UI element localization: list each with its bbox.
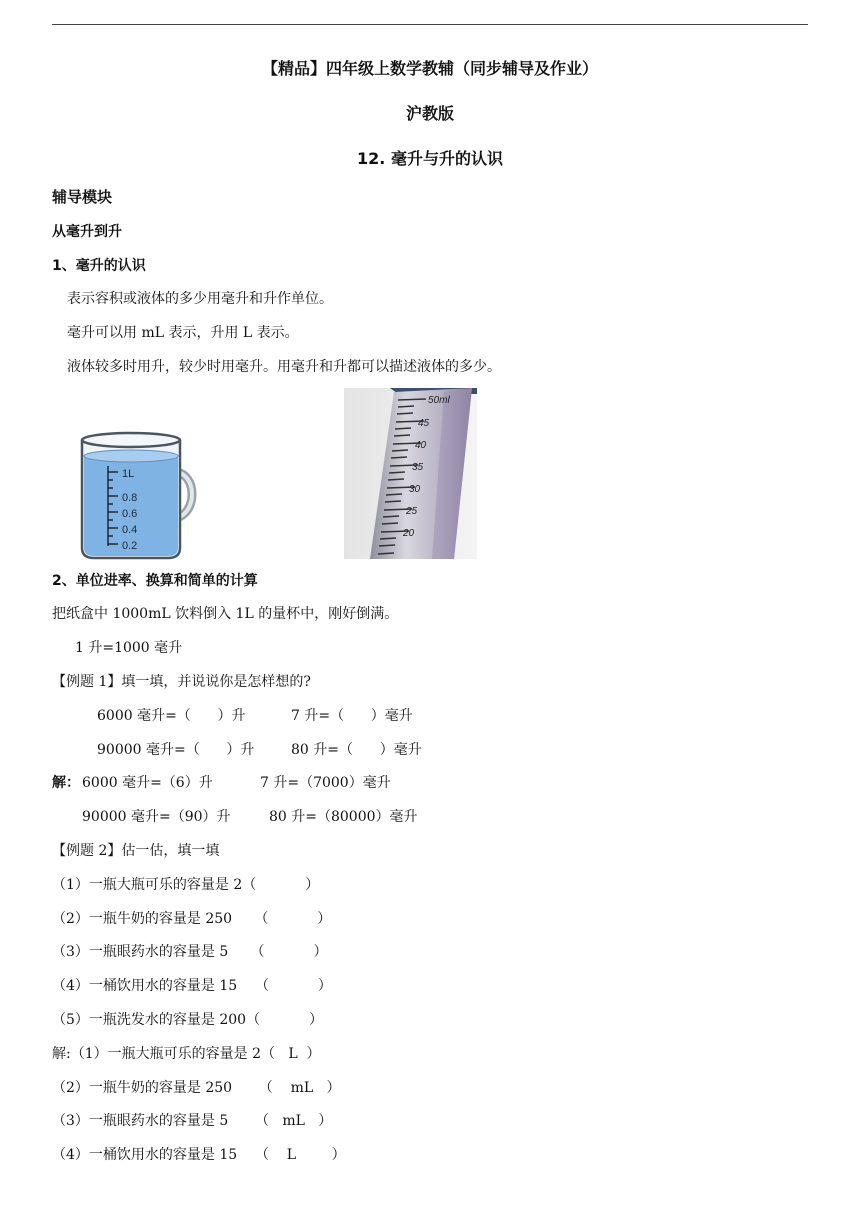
example1-answer: 7 升=（7000）毫升: [260, 775, 391, 791]
example1-question: 90000 毫升=（ ）升: [97, 742, 255, 758]
beaker-label: 1L: [122, 468, 135, 480]
part1-heading: 1、毫升的认识: [52, 258, 146, 274]
cylinder-label: 35: [412, 462, 424, 473]
example1-prompt: 【例题 1】填一填，并说说你是怎样想的?: [52, 674, 311, 690]
subsection-heading: 从毫升到升: [52, 224, 122, 240]
beaker-label: 0.2: [122, 540, 138, 552]
beaker-label: 0.8: [122, 492, 138, 504]
example2-answer: （3）一瓶眼药水的容量是 5 （ mL ）: [52, 1113, 333, 1129]
example1-question: 6000 毫升=（ ）升: [97, 708, 246, 724]
beaker-label: 0.4: [122, 524, 138, 536]
example2-question: （2）一瓶牛奶的容量是 250 （ ）: [52, 911, 332, 927]
example2-question: （1）一瓶大瓶可乐的容量是 2（ ）: [52, 877, 320, 893]
example2-answer: （2）一瓶牛奶的容量是 250 （ mL ）: [52, 1080, 341, 1096]
example1-answer: 80 升=（80000）毫升: [269, 809, 418, 825]
example2-question: （4）一桶饮用水的容量是 15 （ ）: [52, 978, 332, 994]
cylinder-label: 45: [418, 418, 430, 429]
beaker-label: 0.6: [122, 508, 138, 520]
cylinder-label: 30: [409, 484, 421, 495]
example2-answer: 解:（1）一瓶大瓶可乐的容量是 2（ L ）: [52, 1046, 321, 1062]
lesson-title: 12. 毫升与升的认识: [357, 149, 503, 168]
cylinder-label: 25: [406, 506, 418, 517]
example2-question: （5）一瓶洗发水的容量是 200（ ）: [52, 1012, 324, 1028]
paragraph-line: 液体较多时用升，较少时用毫升。用毫升和升都可以描述液体的多少。: [67, 359, 501, 375]
part2-heading: 2、单位进率、换算和简单的计算: [52, 573, 258, 589]
graduated-cylinder-illustration: [344, 388, 477, 559]
cylinder-label: 40: [415, 440, 427, 451]
example2-answer: （4）一桶饮用水的容量是 15 （ L ）: [52, 1147, 346, 1163]
cylinder-label: 50ml: [428, 395, 450, 406]
measuring-beaker-illustration: [70, 420, 202, 562]
example1-answer-label: 解：: [52, 775, 80, 791]
edition-label: 沪教版: [405, 104, 454, 123]
example1-question: 7 升=（ ）毫升: [291, 708, 413, 724]
paragraph-line: 表示容积或液体的多少用毫升和升作单位。: [67, 291, 333, 307]
document-title: 【精品】四年级上数学教辅（同步辅导及作业）: [261, 59, 598, 78]
cylinder-label: 20: [403, 528, 415, 539]
paragraph-line: 毫升可以用 mL 表示，升用 L 表示。: [67, 325, 299, 341]
top-rule: [52, 24, 808, 25]
part2-intro: 把纸盒中 1000mL 饮料倒入 1L 的量杯中，刚好倒满。: [52, 606, 399, 622]
example1-question: 80 升=（ ）毫升: [291, 742, 422, 758]
module-heading: 辅导模块: [52, 188, 113, 206]
example2-prompt: 【例题 2】估一估，填一填: [52, 843, 220, 859]
unit-rule: 1 升=1000 毫升: [75, 640, 183, 656]
example1-answer: 90000 毫升=（90）升: [82, 809, 231, 825]
example1-answer: 6000 毫升=（6）升: [82, 775, 213, 791]
example2-question: （3）一瓶眼药水的容量是 5 （ ）: [52, 944, 328, 960]
